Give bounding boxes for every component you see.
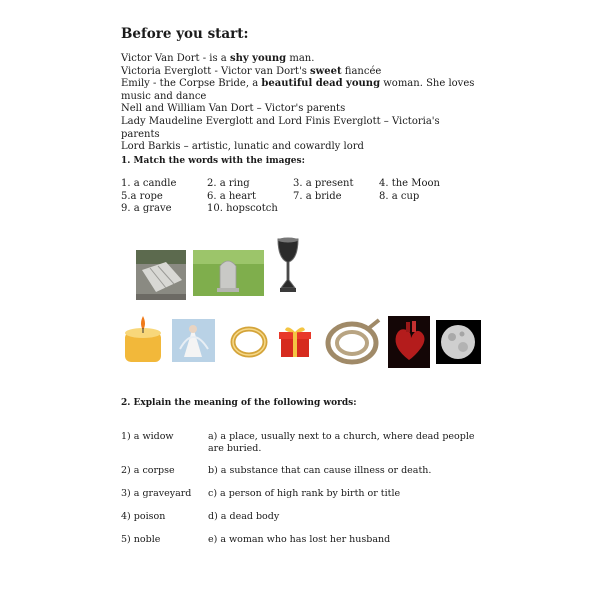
word-cell: 2) a corpse bbox=[121, 465, 175, 476]
word-cell: 3) a graveyard bbox=[121, 488, 192, 499]
word-item: 6. a heart bbox=[207, 190, 256, 202]
word-cell: 1) a widow bbox=[121, 431, 174, 442]
word-item: 9. a grave bbox=[121, 203, 172, 215]
definition-cell: b) a substance that can cause illness or death. bbox=[208, 465, 432, 476]
section1-heading: 1. Match the words with the images: bbox=[121, 156, 305, 166]
rope-picture bbox=[323, 316, 382, 368]
word-item: 5.a rope bbox=[121, 190, 163, 202]
heart-picture bbox=[388, 316, 430, 368]
intro-line: Nell and William Van Dort – Victor's parents bbox=[121, 103, 346, 115]
ring-picture bbox=[229, 324, 269, 359]
definition-cell: e) a woman who has lost her husband bbox=[208, 534, 391, 545]
word-item: 4. the Moon bbox=[379, 178, 440, 189]
grave-picture bbox=[193, 250, 264, 296]
bride-picture bbox=[172, 319, 215, 362]
word-item: 8. a cup bbox=[379, 190, 420, 202]
word-item: 1. a candle bbox=[121, 178, 177, 189]
word-item: 2. a ring bbox=[207, 178, 250, 189]
intro-line: Emily - the Corpse Bride, a beautiful dead young woman. She loves music and dance bbox=[121, 78, 475, 102]
candle-picture bbox=[122, 312, 164, 364]
word-cell: 4) poison bbox=[121, 511, 166, 522]
cup-picture bbox=[275, 236, 301, 297]
character-intro bbox=[121, 53, 481, 154]
present-picture bbox=[277, 323, 313, 359]
intro-line: Victor Van Dort - is a shy young man. bbox=[121, 53, 315, 64]
page-title: Before you start: bbox=[121, 26, 249, 42]
intro-line: Victoria Everglott - Victor van Dort's sweet fiancée bbox=[121, 65, 382, 77]
hopscotch-picture bbox=[136, 250, 186, 300]
intro-line: Lady Maudeline Everglott and Lord Finis Everglott – Victoria's parents bbox=[121, 115, 440, 140]
word-item: 3. a present bbox=[293, 178, 354, 189]
moon-picture bbox=[436, 320, 481, 364]
section2-heading: 2. Explain the meaning of the following words: bbox=[121, 398, 357, 408]
word-cell: 5) noble bbox=[121, 534, 161, 545]
definition-cell: d) a dead body bbox=[208, 511, 280, 522]
definition-cell: a) a place, usually next to a church, where dead people are buried. bbox=[208, 431, 475, 454]
word-item: 10. hopscotch bbox=[207, 203, 278, 215]
word-item: 7. a bride bbox=[293, 190, 342, 202]
intro-line: Lord Barkis – artistic, lunatic and cowardly lord bbox=[121, 141, 364, 153]
definition-cell: c) a person of high rank by birth or title bbox=[208, 488, 401, 499]
